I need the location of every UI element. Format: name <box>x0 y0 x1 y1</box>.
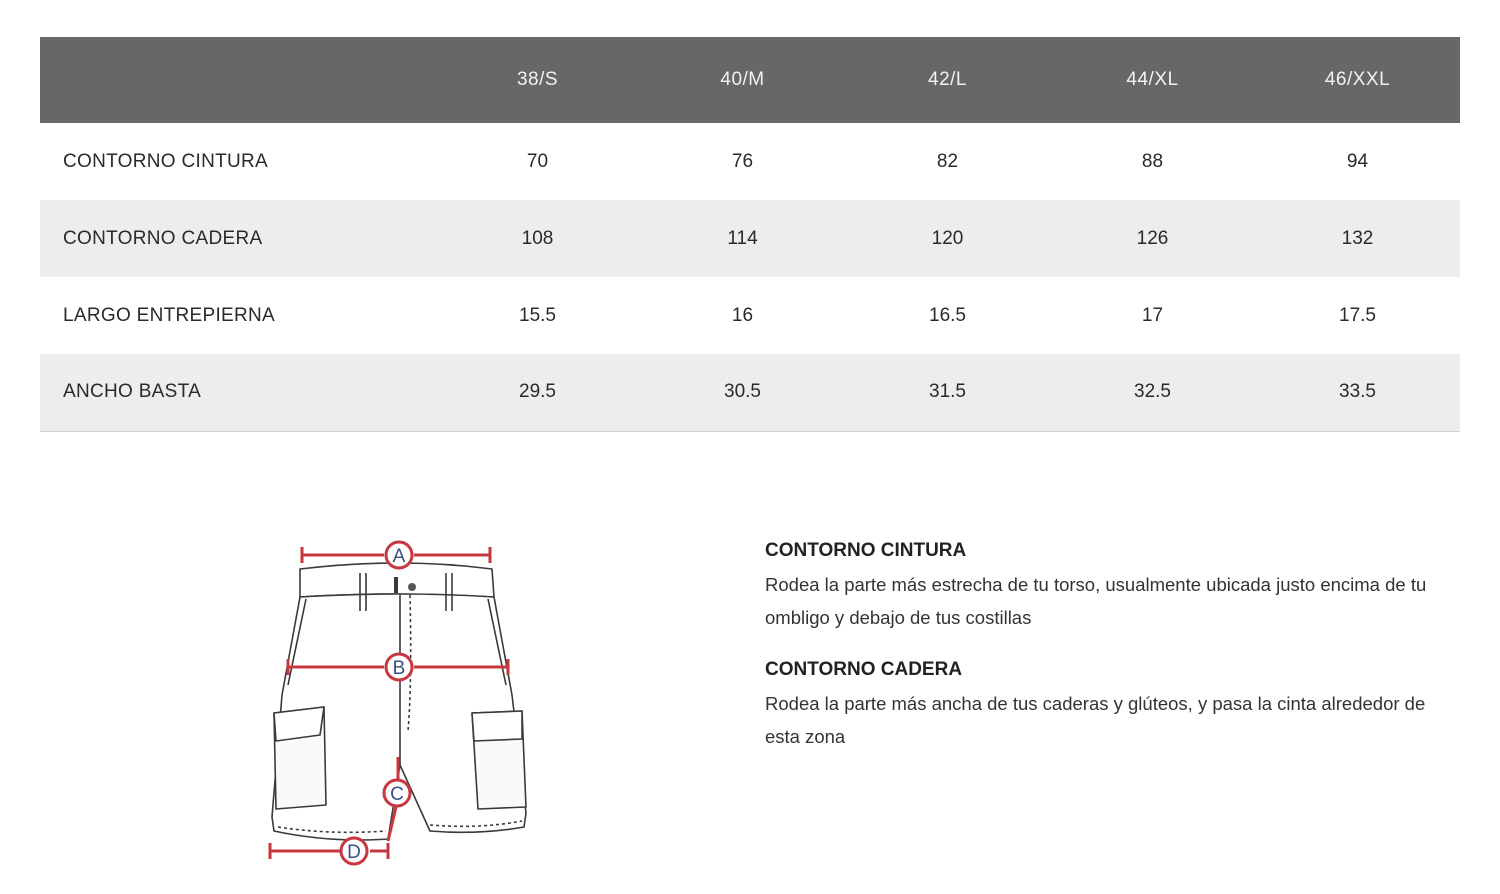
row-label: ANCHO BASTA <box>63 381 202 403</box>
header-size: 40/M <box>720 69 765 90</box>
header-size: 38/S <box>516 69 559 90</box>
header-size: 46/XXL <box>1324 69 1391 90</box>
row-label: CONTORNO CADERA <box>63 227 263 249</box>
size-chart-table <box>40 37 1460 432</box>
row-label: CONTORNO CINTURA <box>63 150 269 172</box>
shorts-measurement-diagram <box>260 535 540 875</box>
table-row <box>40 200 1460 277</box>
table-cell: 16.5 <box>929 304 966 326</box>
row-label: LARGO ENTREPIERNA <box>63 304 276 326</box>
marker-c <box>384 780 410 806</box>
guide-text: Rodea la parte más ancha de tus caderas y glúteos, y pasa la cinta alrededor de esta zona <box>765 693 1426 747</box>
table-cell: 76 <box>731 150 754 172</box>
marker-b <box>386 654 412 680</box>
table-cell: 33.5 <box>1339 381 1376 403</box>
guide-title: CONTORNO CINTURA <box>765 540 967 561</box>
svg-text:C: C <box>390 784 404 805</box>
table-cell: 31.5 <box>929 381 966 403</box>
table-cell: 82 <box>936 150 959 172</box>
table-cell: 16 <box>731 304 754 326</box>
guide-text: Rodea la parte más estrecha de tu torso, usualmente ubicada justo encima de tu ombligo y debajo de tus costillas <box>765 574 1427 628</box>
table-cell: 17.5 <box>1339 304 1376 326</box>
table-cell: 108 <box>521 227 554 249</box>
header-corner <box>40 37 435 123</box>
measurement-guide <box>765 540 1455 778</box>
table-cell: 29.5 <box>519 381 556 403</box>
table-cell: 120 <box>931 227 964 249</box>
table-cell: 70 <box>526 150 549 172</box>
table-cell: 114 <box>727 227 758 249</box>
table-row <box>40 123 1460 200</box>
header-size: 44/XL <box>1126 69 1179 90</box>
svg-text:B: B <box>392 658 406 679</box>
table-cell: 30.5 <box>724 381 761 403</box>
table-header-row <box>40 37 1460 123</box>
guide-item-cintura <box>765 540 1455 634</box>
table-cell: 32.5 <box>1134 381 1171 403</box>
marker-d <box>341 838 367 864</box>
header-size: 42/L <box>928 69 967 90</box>
table-cell: 17 <box>1141 304 1164 326</box>
table-cell: 132 <box>1341 227 1374 249</box>
guide-item-cadera <box>765 659 1455 753</box>
marker-a <box>386 542 412 568</box>
guide-title: CONTORNO CADERA <box>765 659 963 680</box>
table-row <box>40 277 1460 354</box>
svg-text:D: D <box>347 842 361 863</box>
svg-text:A: A <box>392 546 406 567</box>
table-cell: 94 <box>1346 150 1369 172</box>
table-cell: 15.5 <box>519 304 556 326</box>
table-cell: 126 <box>1136 227 1169 249</box>
table-cell: 88 <box>1141 150 1164 172</box>
table-row <box>40 354 1460 431</box>
